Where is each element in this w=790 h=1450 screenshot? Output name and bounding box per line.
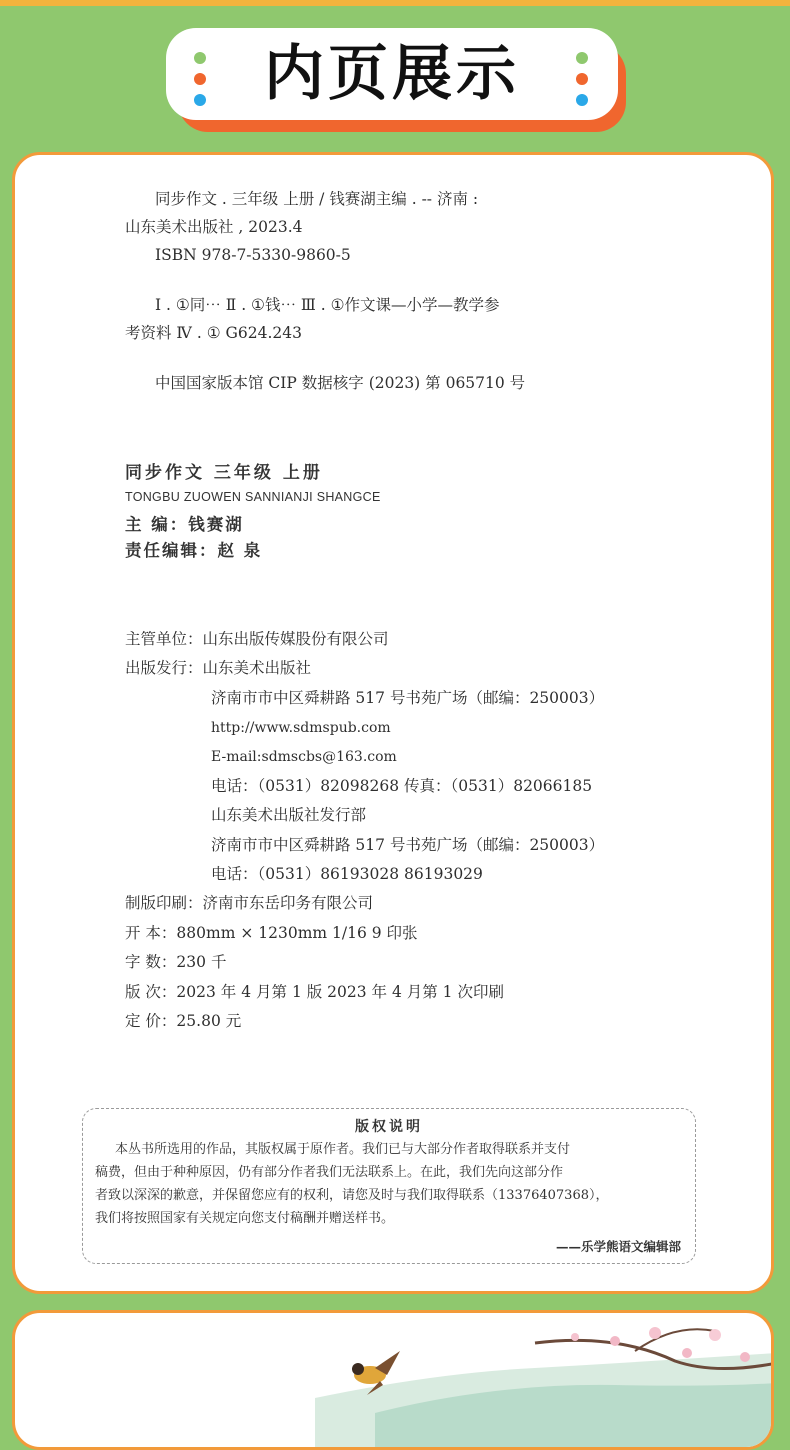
landscape-illustration (15, 1313, 774, 1450)
copyright-line-2: 稿费，但由于种种原因，仍有部分作者我们无法联系上。在此，我们先向这部分作 (95, 1165, 564, 1180)
cip-line-5: 考资料 Ⅳ . ① G624.243 (125, 324, 302, 342)
copyright-signature: ——乐学熊语文编辑部 (555, 1239, 681, 1254)
supervisor: 主管单位：山东出版传媒股份有限公司 (125, 630, 389, 648)
book-title-cn: 同步作文 三年级 上册 (125, 463, 323, 483)
cip-line-2: 山东美术出版社 , 2023.4 (125, 218, 303, 236)
dept-address: 济南市市中区舜耕路 517 号书苑广场（邮编：250003） (211, 836, 605, 854)
cip-line-1: 同步作文 . 三年级 上册 / 钱赛湖主编 . -- 济南 : (155, 190, 479, 208)
copyright-notice-box (82, 1108, 696, 1264)
responsible-editor: 责任编辑：赵 泉 (125, 541, 263, 560)
cip-line-4: Ⅰ . ①同⋯ Ⅱ . ①钱⋯ Ⅲ . ①作文课—小学—教学参 (155, 296, 500, 314)
website: http://www.sdmspub.com (211, 720, 391, 736)
section-banner (166, 28, 618, 120)
top-stripe (0, 0, 790, 6)
dots-right-decoration (576, 52, 590, 115)
word-count: 字 数：230 千 (125, 953, 227, 971)
format: 开 本：880mm × 1230mm 1/16 9 印张 (125, 924, 418, 942)
banner-title: 内页展示 (264, 39, 520, 109)
publisher-address: 济南市市中区舜耕路 517 号书苑广场（邮编：250003） (211, 689, 605, 707)
next-page-card (12, 1310, 774, 1450)
copyright-line-1: 本丛书所选用的作品，其版权属于原作者。我们已与大部分作者取得联系并支付 (115, 1142, 571, 1157)
copyright-line-4: 我们将按照国家有关规定向您支付稿酬并赠送样书。 (95, 1211, 395, 1226)
cip-line-6: 中国国家版本馆 CIP 数据核字 (2023) 第 065710 号 (155, 374, 526, 392)
editor: 主 编：钱赛湖 (125, 515, 244, 534)
copyright-title: 版权说明 (355, 1119, 423, 1135)
price: 定 价：25.80 元 (125, 1012, 242, 1030)
copyright-line-3: 者致以深深的歉意，并保留您应有的权利，请您及时与我们取得联系（13376407368）， (95, 1188, 609, 1203)
cip-line-3: ISBN 978-7-5330-9860-5 (155, 246, 351, 264)
printer: 制版印刷：济南市东岳印务有限公司 (125, 894, 374, 912)
email: E-mail:sdmscbs@163.com (211, 749, 397, 765)
publisher: 出版发行：山东美术出版社 (125, 659, 312, 677)
distribution-dept: 山东美术出版社发行部 (211, 806, 367, 824)
book-title-en: TONGBU ZUOWEN SANNIANJI SHANGCE (125, 490, 381, 504)
dept-phone: 电话：（0531）86193028 86193029 (211, 865, 483, 883)
edition: 版 次：2023 年 4 月第 1 版 2023 年 4 月第 1 次印刷 (125, 983, 504, 1001)
phone-fax: 电话：（0531）82098268 传真：（0531）82066185 (211, 777, 593, 795)
